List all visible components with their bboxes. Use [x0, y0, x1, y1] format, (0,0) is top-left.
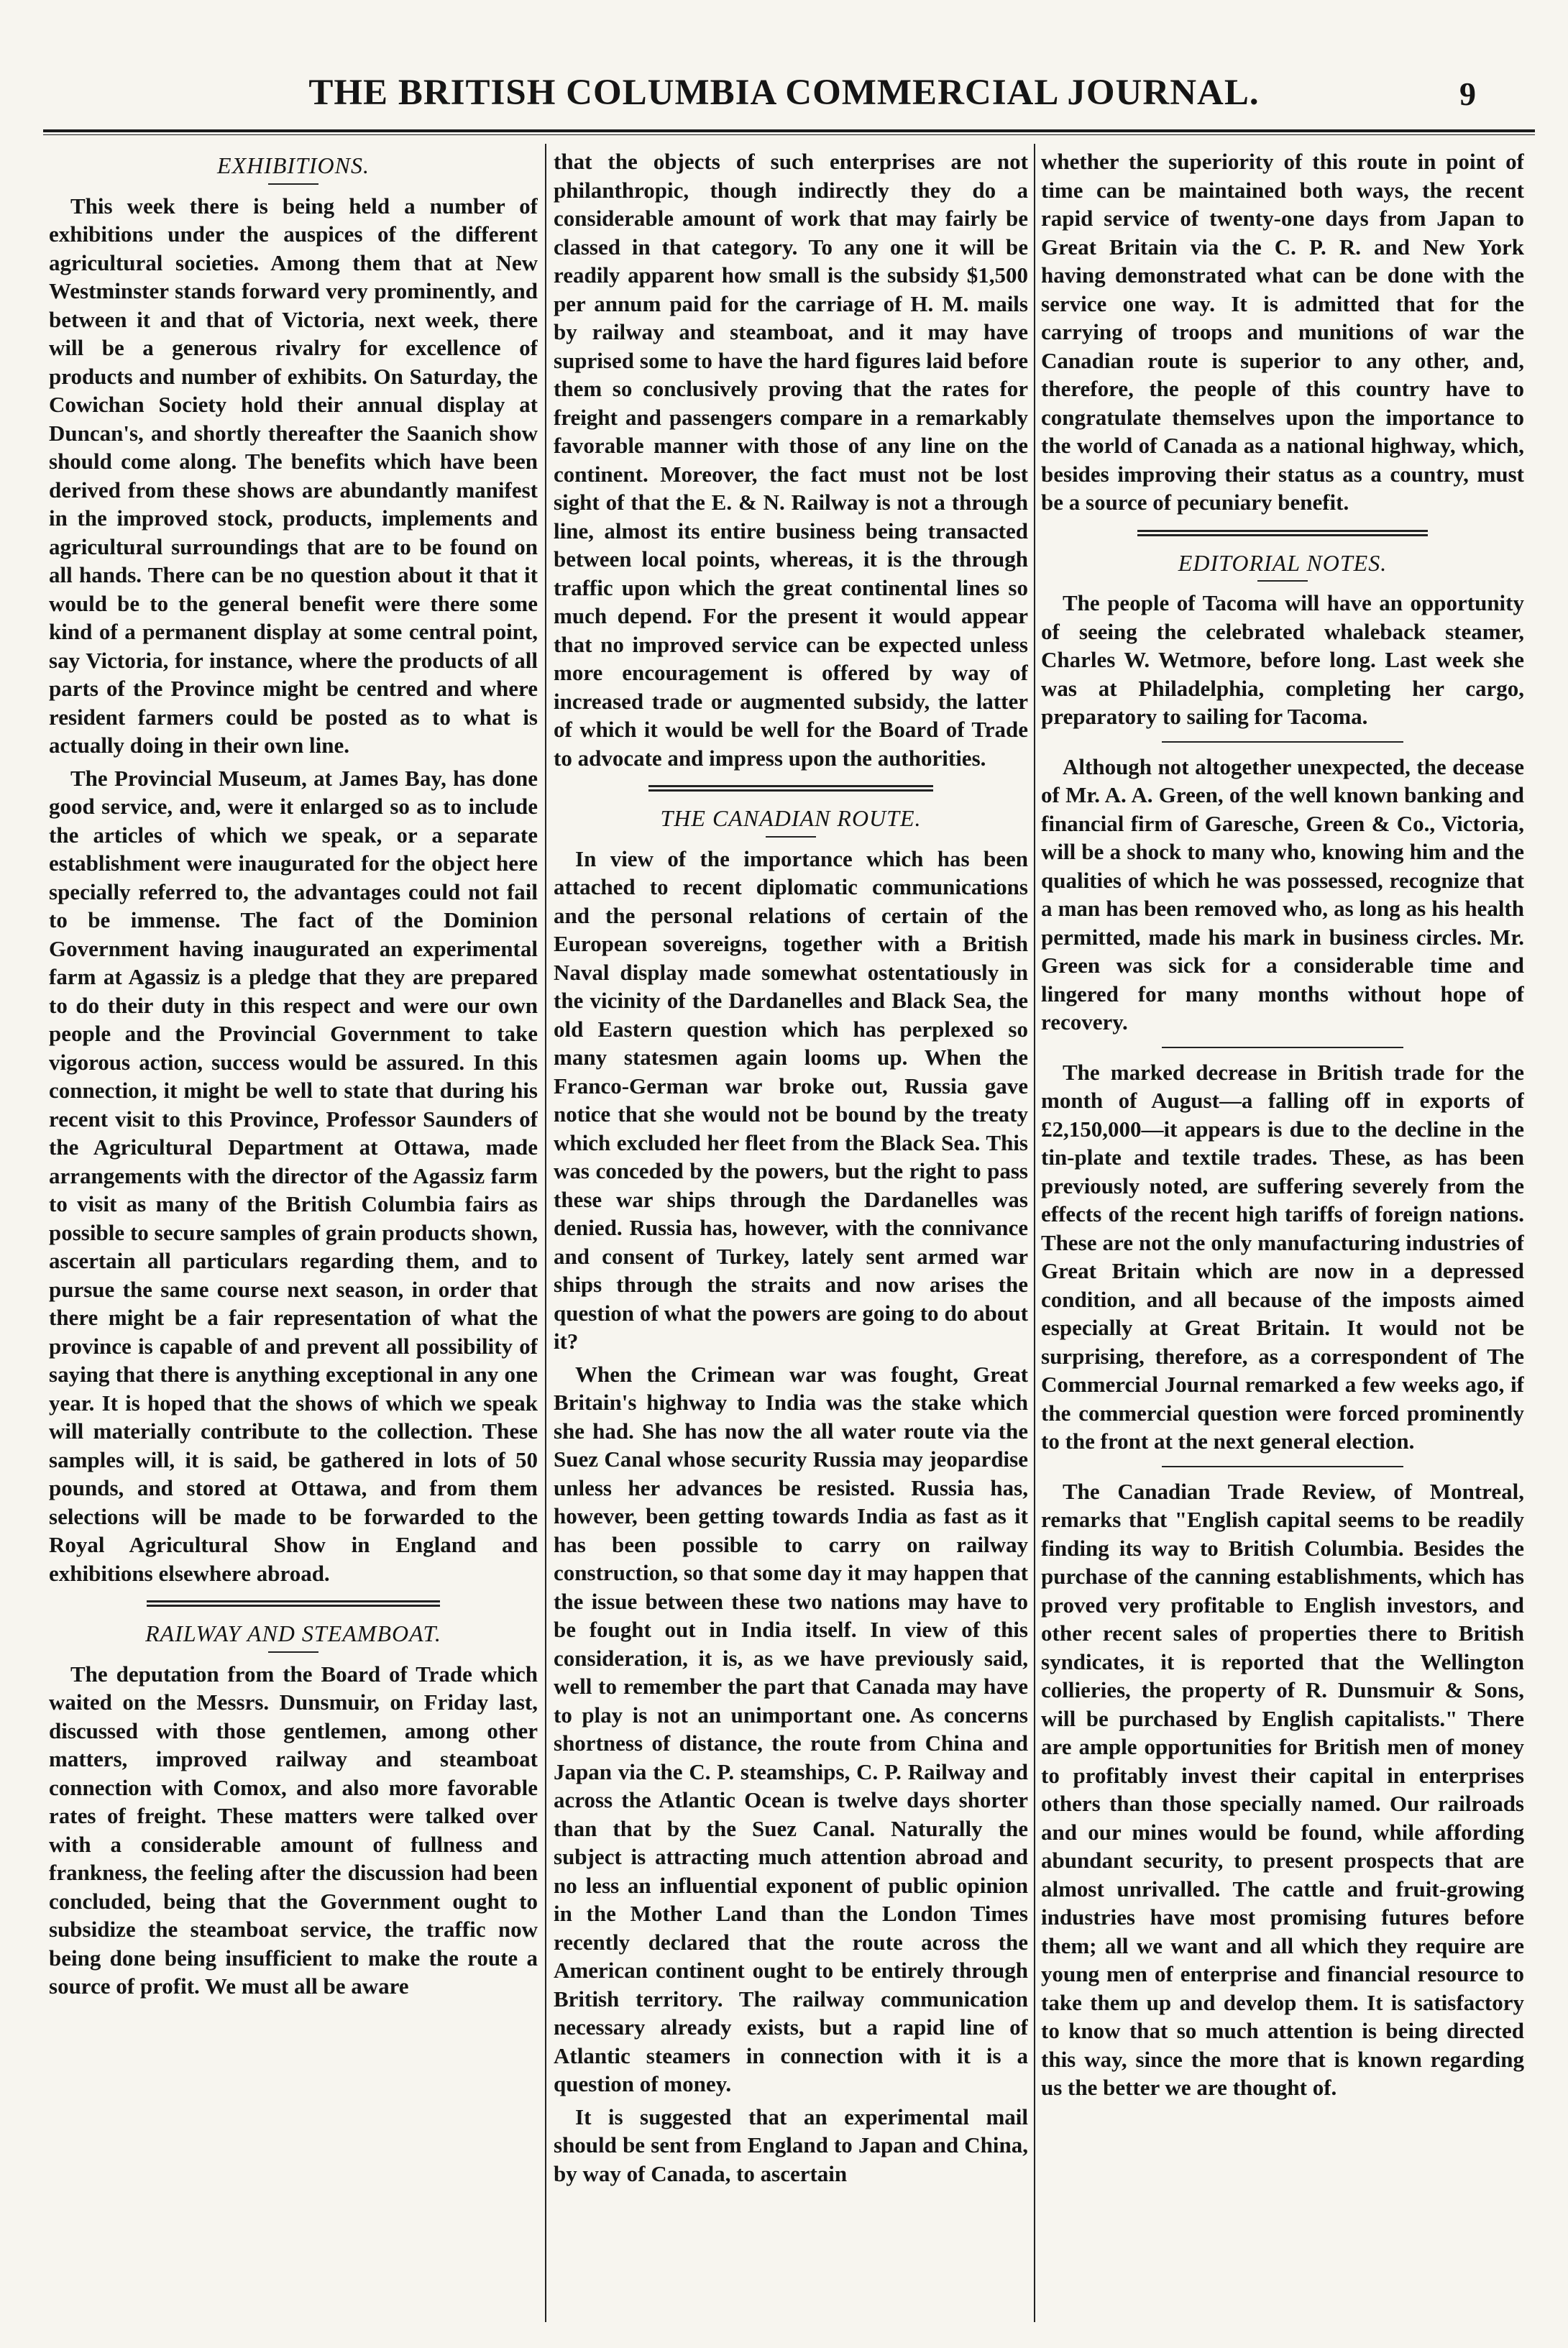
heading-rule	[268, 183, 318, 185]
masthead-title: THE BRITISH COLUMBIA COMMERCIAL JOURNAL.	[308, 73, 1260, 113]
header-rule-thin	[43, 134, 1535, 135]
paragraph: Although not altogether unexpected, the decease of Mr. A. A. Green, of the well known banking and financial firm of Garesche, Green & Co., Victoria, will be a shock to many who, knowing him and the qualities of which he was possessed, recognize that a man has been removed who, as long as his health permitted, made his mark in business circles. Mr. Green was sick for a considerable time and lingered for many months without hope of recovery.	[1041, 753, 1524, 1035]
heading-railway-steamboat: RAILWAY AND STEAMBOAT.	[145, 1620, 441, 1646]
paragraph: The Provincial Museum, at James Bay, has done good service, and, were it enlarged so as to include the articles of which we speak, or a separate establishment were inaugurated for the object here specially referred to, the advantages could not fail to be immense. The fact of the Dominion Government having inaugurated an experimental farm at Agassiz is a pledge that they are prepared to do their duty in this respect and were our own people and the Provincial Government to take vigorous action, success would be assured. In this connection, it might be well to state that during his recent visit to this Province, Professor Saunders of the Agricultural Department at Ottawa, made arrangements with the director of the Agassiz farm to visit as many of the British Columbia fairs as possible to secure samples of grain products shown, ascertain all particulars regarding them, and to pursue the same course next season, in order that there might be a fair representation of what the province is capable of and prevent all possibility of saying that there is anything exceptional in any one year. It is hoped that the shows of which we speak will materially contribute to the collection. These samples will, it is said, be gathered in lots of 50 pounds, and stored at Ottawa, and from them selections will be made to be forwarded to the Royal Agricultural Show in England and exhibitions elsewhere abroad.	[49, 765, 538, 1586]
paragraph: that the objects of such enterprises are not philanthropic, though indirectly they do a considerable amount of work that may fairly be classed in that category. To any one it will be readily apparent how small is the subsidy $1,500 per annum paid for the carriage of H. M. mails by railway and steamboat, and it may have suprised some to have the hard figures laid before them so conclusively proving that the rates for freight and passengers compare in a remarkably favorable manner with those of any line on the continent. Moreover, the fact must not be lost sight of that the E. & N. Railway is not a through line, almost its entire business being transacted between local points, whereas, it is the through traffic upon which the great continental lines so much depend. For the present it would appear that no improved service can be expected unless more encouragement is offered by way of increased trade or augmented subsidy, the latter of which it would be well for the Board of Trade to advocate and impress upon the authorities.	[554, 149, 1028, 771]
note-separator	[1162, 1047, 1403, 1048]
column-2	[554, 147, 1028, 2319]
column-divider-1	[545, 144, 546, 2322]
paragraph: This week there is being held a number of exhibitions under the auspices of the different agricultural societies. Among them that at New Westminster stands forward very prominently, and between it and that of Victoria, next week, there will be a generous rivalry for excellence of products and number of exhibits. On Saturday, the Cowichan Society hold their annual display at Duncan's, and shortly thereafter the Saanich show should come along. The benefits which have been derived from these shows are abundantly manifest in the improved stock, products, implements and agricultural surroundings that are to be found on all hands. There can be no question about it that it would be to the general benefit were there some kind of a permanent display at some central point, say Victoria, for instance, where the products of all parts of the Province might be centred and where resident farmers could be posted as to what is actually doing in their own line.	[49, 193, 538, 758]
heading-rule	[766, 836, 816, 838]
column-3	[1041, 147, 1524, 2319]
paragraph: The deputation from the Board of Trade which waited on the Messrs. Dunsmuir, on Friday last, discussed with those gentlemen, among other matters, improved railway and steamboat connection with Comox, and also more favorable rates of freight. These matters were talked over with a considerable amount of fullness and frankness, the feeling after the discussion had been concluded, being that the Government ought to subsidize the steamboat service, the traffic now being done being insufficient to make the route a source of profit. We must all be aware	[49, 1661, 538, 1999]
heading-rule	[1257, 580, 1308, 582]
note-separator	[1162, 1466, 1403, 1467]
section-rule	[147, 1600, 440, 1607]
heading-rule	[268, 1651, 318, 1653]
paragraph: The people of Tacoma will have an opportunity of seeing the celebrated whaleback steamer, Charles W. Wetmore, before long. Last week she was at Philadelphia, completing her cargo, preparatory to sailing for Tacoma.	[1041, 590, 1524, 729]
paragraph: It is suggested that an experimental mail should be sent from England to Japan and China, by way of Canada, to ascertain	[554, 2104, 1028, 2186]
page-number: 9	[1459, 75, 1476, 112]
paragraph: In view of the importance which has been attached to recent diplomatic communications and the personal relations of certain of the European sovereigns, together with a British Naval display made somewhat ostentatiously in the vicinity of the Dardanelles and Black Sea, the old Eastern question which has perplexed so many statesmen again looms up. When the Franco-German war broke out, Russia gave notice that she would not be bound by the treaty which excluded her fleet from the Black Sea. This was conceded by the powers, but the right to pass these war ships through the Dardanelles was denied. Russia has, however, with the connivance and consent of Turkey, lately sent armed war ships through the straits and now arises the question of what the powers are going to do about it?	[554, 845, 1028, 1354]
section-rule	[648, 785, 933, 792]
section-rule	[1137, 530, 1427, 536]
heading-exhibitions: EXHIBITIONS.	[217, 152, 370, 178]
note-separator	[1162, 741, 1403, 743]
page-header	[0, 66, 1568, 124]
paragraph: whether the superiority of this route in point of time can be maintained both ways, the recent rapid service of twenty-one days from Japan to Great Britain via the C. P. R. and New York having demonstrated what can be done with the service one way. It is admitted that for the carrying of troops and munitions of war the Canadian route is superior to any other, and, therefore, the people of this country have to congratulate themselves upon the importance to the world of Canada as a national highway, which, besides improving their status as a country, must be a source of pecuniary benefit.	[1041, 149, 1524, 515]
paragraph: The marked decrease in British trade for the month of August—a falling off in exports of £2,150,000—it appears is due to the decline in the tin-plate and textile trades. These, as has been previously noted, are suffering severely from the effects of the recent high tariffs of foreign nations. These are not the only manufacturing industries of Great Britain which are now in a depressed condition, and all because of the imposts aimed especially at Great Britain. It would not be surprising, therefore, as a correspondent of The Commercial Journal remarked a few weeks ago, if the commercial question were forced prominently to the front at the next general election.	[1041, 1059, 1524, 1454]
header-rule	[43, 129, 1535, 132]
column-1	[49, 147, 538, 2319]
heading-canadian-route: THE CANADIAN ROUTE.	[660, 805, 922, 831]
heading-editorial-notes: EDITORIAL NOTES.	[1178, 549, 1388, 576]
paragraph: When the Crimean war was fought, Great Britain's highway to India was the stake which she had. She has now the all water route via the Suez Canal whose security Russia may jeopardise unless her advances be resisted. Russia has, however, been getting towards India as fast as it has been possible to carry on railway construction, so that some day it may happen that the issue between these two nations may have to be fought out in India itself. In view of this consideration, it is, as we have previously said, well to remember the part that Canada may have to play is not an unimportant one. As concerns shortness of distance, the route from China and Japan via the C. P. steamships, C. P. Railway and across the Atlantic Ocean is twelve days shorter than that by the Suez Canal. Naturally the subject is attracting much attention abroad and no less an influential exponent of public opinion in the Mother Land than the London Times recently declared that the route across the American continent ought to be entirely through British territory. The railway communication necessary already exists, but a rapid line of Atlantic steamers in connection with it is a question of money.	[554, 1361, 1028, 2096]
column-divider-2	[1034, 144, 1035, 2322]
paragraph: The Canadian Trade Review, of Montreal, remarks that "English capital seems to be readily finding its way to British Columbia. Besides the purchase of the canning establishments, which has proved very profitable to English investors, and other recent sales of properties there to British syndicates, it is reported that the Wellington collieries, the property of R. Dunsmuir & Sons, will be purchased by English capitalists." There are ample opportunities for British men of money to profitably invest their capital in enterprises others than those specially named. Our railroads and our mines would be found, while affording abundant security, to present prospects that are almost unrivalled. The cattle and fruit-growing industries have most promising futures before them; all we want and all which they require are young men of enterprise and financial resource to take them up and develop them. It is satisfactory to know that so much attention is being directed this way, since the more that is known regarding us the better we are thought of.	[1041, 1478, 1524, 2100]
